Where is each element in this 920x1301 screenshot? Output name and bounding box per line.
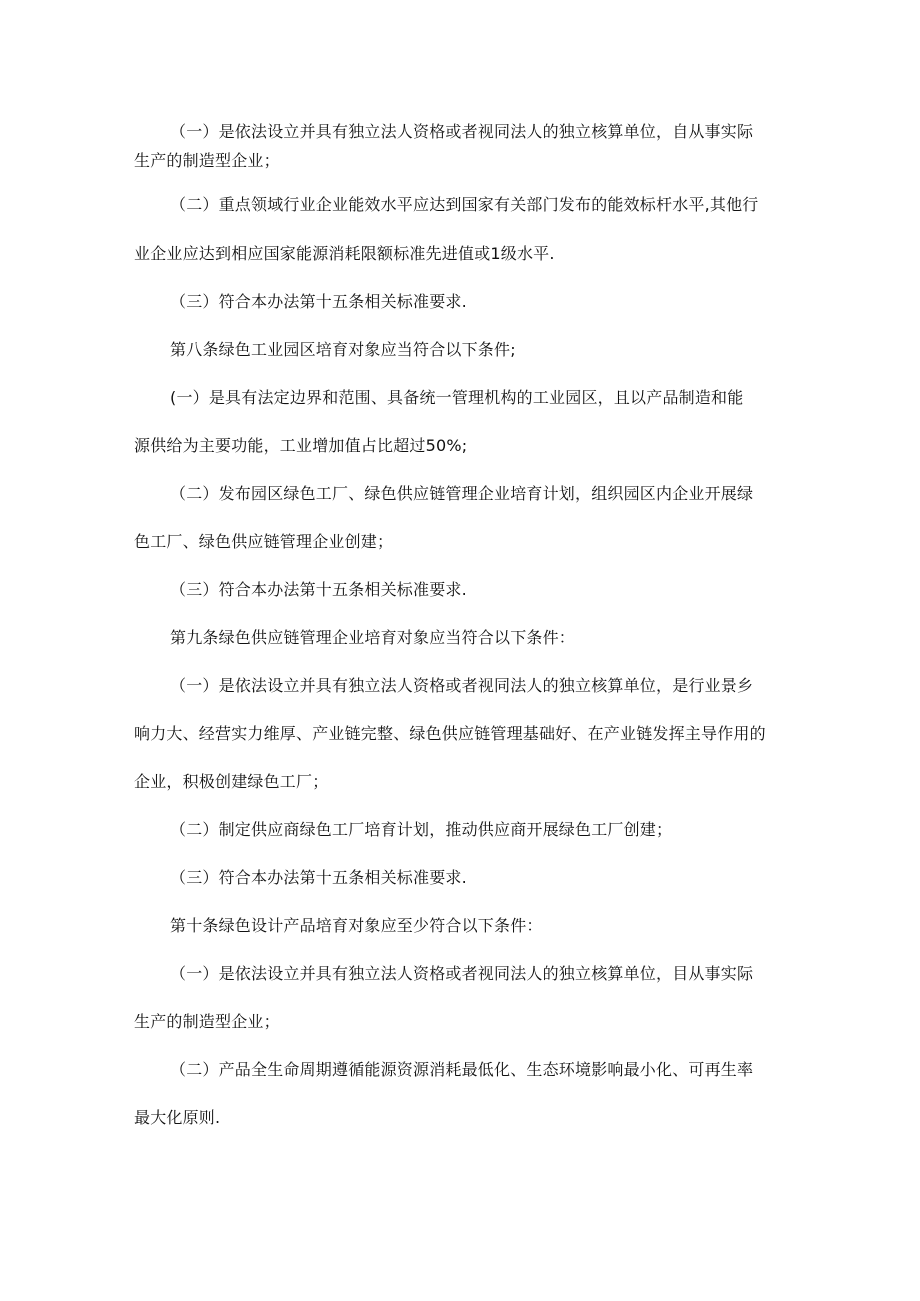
paragraph-line: （三）符合本办法第十五条相关标准要求. bbox=[170, 292, 467, 311]
paragraph-line: （三）符合本办法第十五条相关标准要求. bbox=[170, 868, 467, 887]
article-heading-line: 第十条绿色设计产品培育对象应至少符合以下条件： bbox=[170, 916, 543, 935]
paragraph-line: 企业，积极创建绿色工厂； bbox=[134, 772, 329, 791]
paragraph-line: （二）重点领域行业企业能效水平应达到国家有关部门发布的能效标杆水平,其他行 bbox=[170, 195, 759, 214]
paragraph-line: 生产的制造型企业； bbox=[134, 1012, 280, 1031]
paragraph-line: （二）发布园区绿色工厂、绿色供应链管理企业培育计划，组织园区内企业开展绿 bbox=[170, 484, 754, 503]
paragraph-line: （三）符合本办法第十五条相关标准要求. bbox=[170, 580, 467, 599]
paragraph-line: （二）产品全生命周期遵循能源资源消耗最低化、生态环境影响最小化、可再生率 bbox=[170, 1060, 754, 1079]
paragraph-line: （一）是依法设立并具有独立法人资格或者视同法人的独立核算单位，目从事实际 bbox=[170, 964, 754, 983]
article-heading-line: 第八条绿色工业园区培育对象应当符合以下条件; bbox=[170, 340, 516, 359]
paragraph-line: （二）制定供应商绿色工厂培育计划，推动供应商开展绿色工厂创建； bbox=[170, 820, 673, 839]
article-heading-line: 第九条绿色供应链管理企业培育对象应当符合以下条件： bbox=[170, 628, 576, 647]
paragraph-line: （一）是依法设立并具有独立法人资格或者视同法人的独立核算单位，是行业景乡 bbox=[170, 676, 754, 695]
paragraph-line: 源供给为主要功能，工业增加值占比超过50%; bbox=[134, 436, 468, 455]
paragraph-line: （一）是依法设立并具有独立法人资格或者视同法人的独立核算单位，自从事实际 bbox=[170, 122, 754, 141]
paragraph-line: 生产的制造型企业； bbox=[134, 151, 280, 170]
paragraph-line: 业企业应达到相应国家能源消耗限额标准先进值或1级水平. bbox=[134, 244, 555, 263]
paragraph-line: 最大化原则. bbox=[134, 1108, 221, 1127]
paragraph-line: 响力大、经营实力维厚、产业链完整、绿色供应链管理基础好、在产业链发挥主导作用的 bbox=[134, 724, 766, 743]
paragraph-line: (一）是具有法定边界和范围、具备统一管理机构的工业园区，且以产品制造和能 bbox=[170, 388, 744, 407]
paragraph-line: 色工厂、绿色供应链管理企业创建； bbox=[134, 532, 394, 551]
